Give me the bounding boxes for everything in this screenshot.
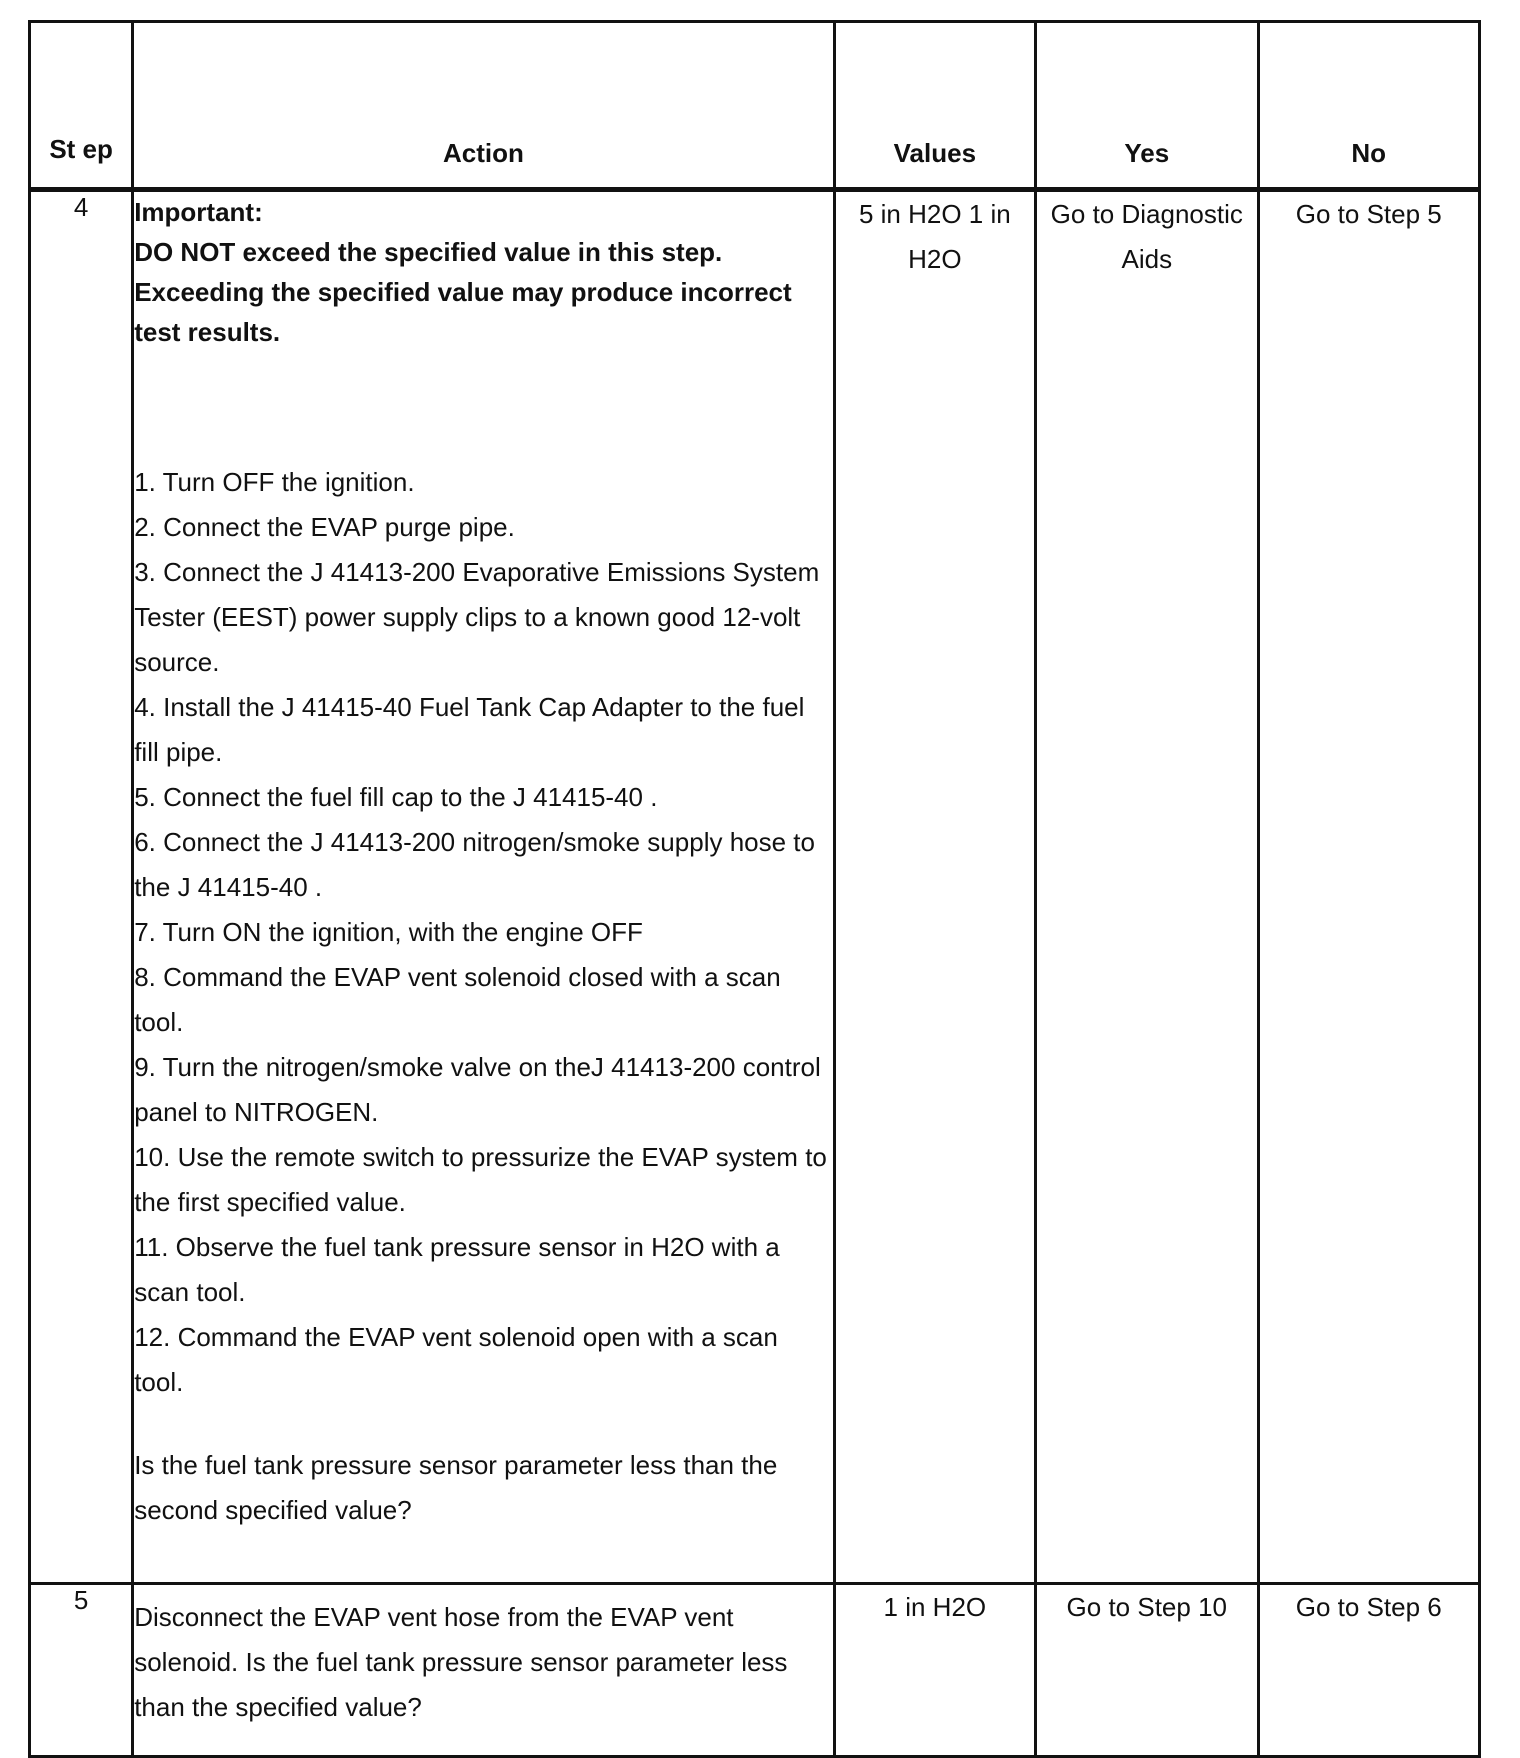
header-row (30, 22, 1480, 190)
action-cell (133, 190, 834, 1584)
list-item: 1. Turn OFF the ignition. (134, 467, 415, 497)
table-row-step-5 (30, 1584, 1480, 1757)
list-item: 3. Connect the J 41413-200 Evaporative Emissions System Tester (EEST) power supply clips to a known good 12-volt source. (134, 557, 820, 677)
important-note (134, 192, 832, 352)
header-values: Values (834, 22, 1035, 190)
list-item: 5. Connect the fuel fill cap to the J 41415-40 . (134, 782, 658, 812)
yes-cell: Go to Step 10 (1036, 1584, 1258, 1757)
step-number: 5 (30, 1584, 133, 1757)
header-yes: Yes (1036, 22, 1258, 190)
important-text: DO NOT exceed the specified value in this step. Exceeding the specified value may produce incorrect test results. (134, 237, 792, 347)
step-question: Is the fuel tank pressure sensor parameter less than the second specified value? (134, 1450, 778, 1525)
no-cell: Go to Step 5 (1258, 190, 1480, 1584)
header-no: No (1258, 22, 1480, 190)
list-item: 11. Observe the fuel tank pressure sensor in H2O with a scan tool. (134, 1232, 780, 1307)
list-item: 6. Connect the J 41413-200 nitrogen/smoke supply hose to the J 41415-40 . (134, 827, 815, 902)
action-cell: Disconnect the EVAP vent hose from the EVAP vent solenoid. Is the fuel tank pressure sensor parameter less than the specified value? (133, 1584, 834, 1757)
list-item: 12. Command the EVAP vent solenoid open with a scan tool. (134, 1322, 778, 1397)
yes-cell: Go to Diagnostic Aids (1036, 190, 1258, 1584)
important-label: Important: (134, 197, 263, 227)
header-step: St ep (30, 22, 133, 190)
list-item: 2. Connect the EVAP purge pipe. (134, 512, 515, 542)
table-row-step-4 (30, 190, 1480, 1584)
values-cell: 1 in H2O (834, 1584, 1035, 1757)
list-item: 10. Use the remote switch to pressurize the EVAP system to the first specified value. (134, 1142, 827, 1217)
list-item: 4. Install the J 41415-40 Fuel Tank Cap Adapter to the fuel fill pipe. (134, 692, 805, 767)
procedure-steps (134, 460, 832, 1405)
values-cell: 5 in H2O 1 in H2O (834, 190, 1035, 1584)
list-item: 7. Turn ON the ignition, with the engine OFF (134, 917, 643, 947)
header-action: Action (133, 22, 834, 190)
step-number: 4 (30, 190, 133, 1584)
list-item: 9. Turn the nitrogen/smoke valve on theJ 41413-200 control panel to NITROGEN. (134, 1052, 821, 1127)
no-cell: Go to Step 6 (1258, 1584, 1480, 1757)
list-item: 8. Command the EVAP vent solenoid closed with a scan tool. (134, 962, 781, 1037)
diagnostic-table (28, 20, 1481, 1758)
